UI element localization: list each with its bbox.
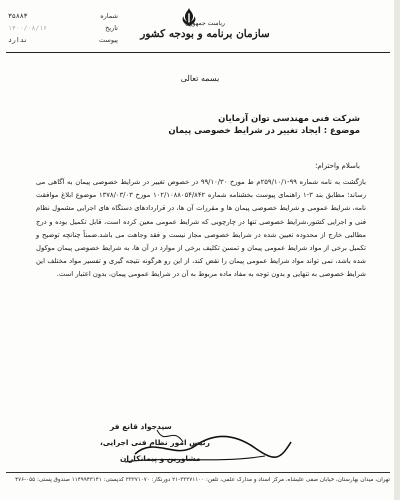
meta-number-row	[8, 10, 118, 22]
signatory-title: رئیس امور نظام فنی اجرایی،	[100, 438, 210, 447]
date-value: ۱۴۰۰/۰۸/۱۶	[8, 24, 48, 32]
letter-meta	[8, 10, 118, 46]
number-value: ۳۵۸۸۳	[8, 12, 28, 20]
basmala: بسمه تعالی	[180, 74, 220, 83]
number-label: شماره	[100, 12, 118, 20]
signatory-name: سیدجواد قانع فر	[110, 422, 172, 431]
recipient: شرکت فنی مهندسی توان آزمایان	[218, 114, 360, 124]
meta-date-row	[8, 22, 118, 34]
attachment-label: پیوست	[99, 36, 118, 44]
attachment-value: ندارد	[8, 36, 28, 44]
footer-address: تهران، میدان بهارستان، خیابان صفی علیشاه، مرکز اسناد و مدارک علمی، تلفن: ۳۳۲۷۱۱۰۰-۲۱ دورنگار: ۳۳۲۷۱۰۷۰ کدپستی: ۱۱۴۹۹۴۳۱۴۱ صندوق پستی: ۰۵۵-۴۷۶	[15, 477, 390, 483]
subject-line: موضوع : ایجاد تغییر در شرایط خصوصی پیمان	[168, 126, 360, 136]
date-label: تاریخ	[105, 24, 118, 32]
letter-body: بازگشت به نامه شماره ۹۹-۲۵۹/۱۰/۱م ط مورخ ۹۹/۱۰/۳۰ در خصوص تغییر در شرایط خصوصی پیمان به آگاهی می رساند؛ مطابق بند ۳-۱ راهنمای پیوست بخشنامه شماره ۱۰۲/۱۰۸۸۰۵۴/۸۴۲ مورخ ۱۳۷۸/۰۳/۰۳ موضوع ابلاغ موافقت نامه، شرایط عمومی و شرایط خصوصی پیمان ها و مقررات آن ها، در قراردادهای دستگاه های اجرایی مشمول نظام فنی و اجرایی کشور،شرایط خصوصی تنها در چارچوبی که شرایط عمومی معین کرده است، قابل تکمیل بوده و درج مطالبی خارج از محدوده تعیین شده در شرایط خصوصی مجاز نیست و فقد وجاهت می باشد.ضمناً چنانچه توضیح و تکمیل برخی از مواد شرایط عمومی پیمان و تمسن تکلیف برخی از موارد در آن ها، به شرایط خصوصی پیمان موکول شده باشد، نمی تواند مواد شرایط عمومی پیمان را نقض کند، از این رو هرگونه نتیجه گیری و تفسیر مواد مختلف این شرایط خصوصی به تنهایی و بدون توجه به مفاد ماده مربوط به آن در شرایط عمومی پیمان، بدون اعتبار است.	[36, 178, 366, 279]
header-divider	[6, 52, 390, 53]
salutation: باسلام واحترام؛	[315, 162, 360, 170]
letterhead	[130, 20, 280, 40]
footer-divider	[6, 472, 390, 473]
org-name: سازمان برنامه و بودجه کشور	[140, 28, 270, 40]
signatory-subtitle: مشاورین و پیمانکاران	[120, 454, 201, 463]
org-superscript: ریاست جمهوری	[185, 20, 225, 27]
meta-attachment-row	[8, 34, 118, 46]
